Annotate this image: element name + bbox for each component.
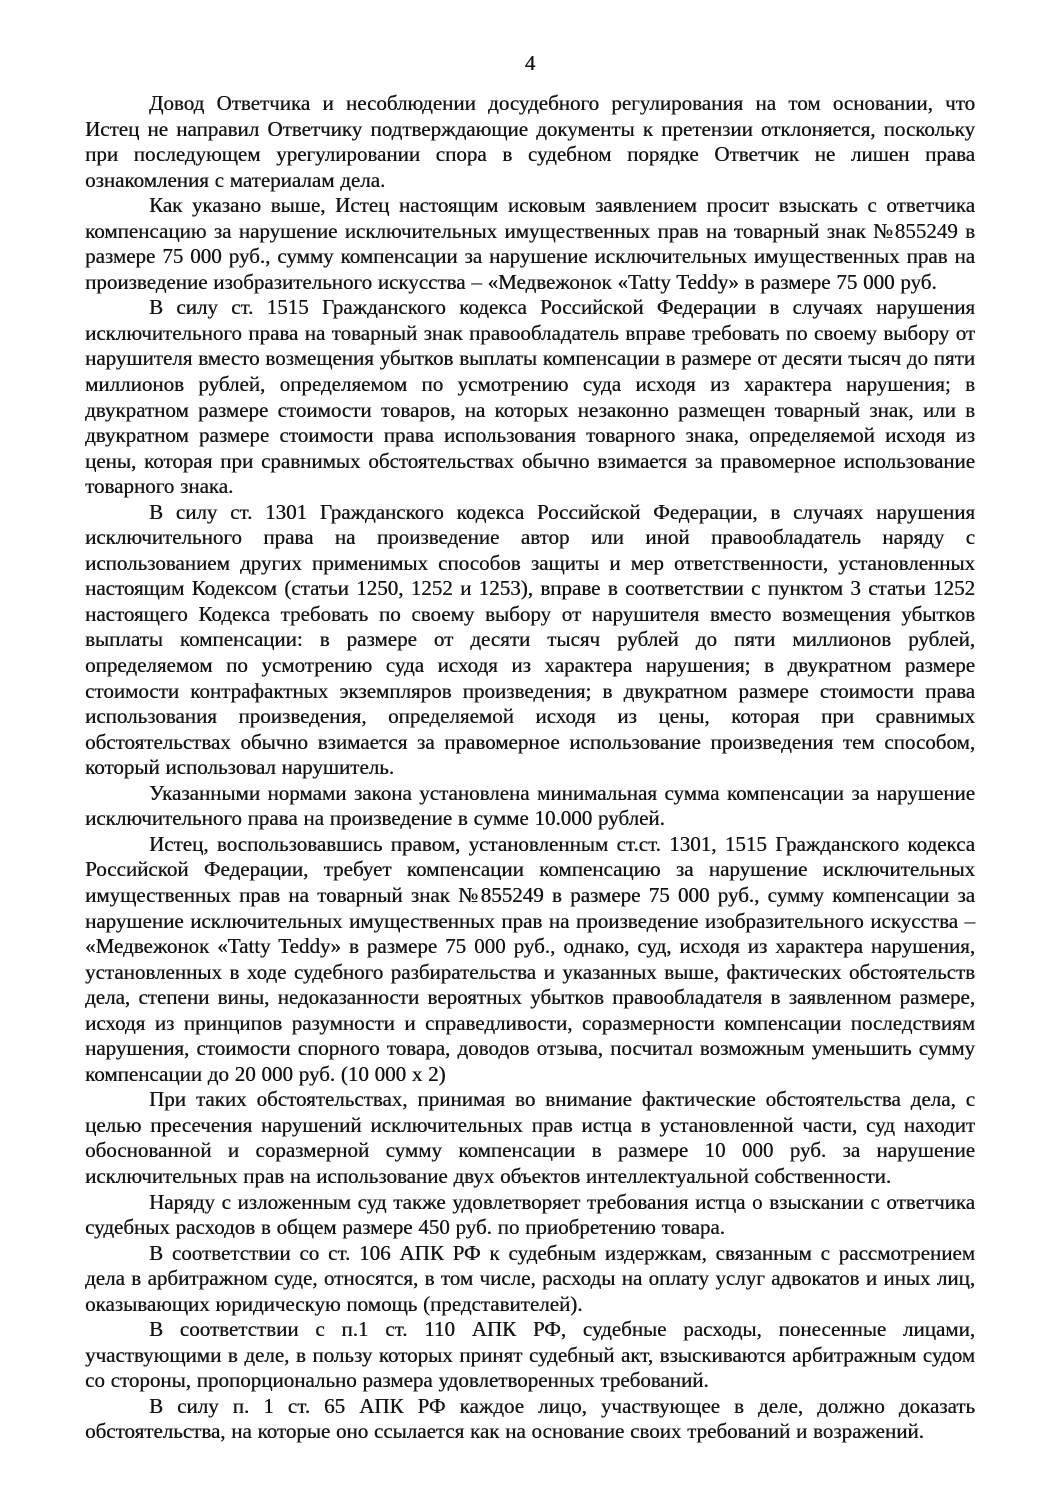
- paragraph-st-65-apk-rf: В силу п. 1 ст. 65 АПК РФ каждое лицо, участвующее в деле, должно доказать обстоятельства, на которые оно ссылается как на основание своих требований и возражений.: [85, 1393, 975, 1444]
- paragraph-st-110-apk-rf: В соответствии с п.1 ст. 110 АПК РФ, судебные расходы, понесенные лицами, участвующими в деле, в пользу которых принят судебный акт, взыскиваются арбитражным судом со стороны, пропорционально размера удовлетворенных требований.: [85, 1317, 975, 1393]
- paragraph-st-1301-gk-rf: В силу ст. 1301 Гражданского кодекса Российской Федерации, в случаях нарушения исключительного права на произведение автор или иной правообладатель наряду с использованием других применимых способов защиты и мер ответственности, установленных настоящим Кодексом (статьи 1250, 1252 и 1253), вправе в соответствии с пунктом 3 статьи 1252 настоящего Кодекса требовать по своему выбору от нарушителя вместо возмещения убытков выплаты компенсации: в размере от десяти тысяч рублей до пяти миллионов рублей, определяемом по усмотрению суда исходя из характера нарушения; в двукратном размере стоимости контрафактных экземпляров произведения; в двукратном размере стоимости права использования произведения, определяемой исходя из цены, которая при сравнимых обстоятельствах обычно взимается за правомерное использование произведения тем способом, который использовал нарушитель.: [85, 499, 975, 780]
- paragraph-minimalnaya-summa: Указанными нормами закона установлена минимальная сумма компенсации за нарушение исключительного права на произведение в сумме 10.000 рублей.: [85, 780, 975, 831]
- paragraph-st-106-apk-rf: В соответствии со ст. 106 АПК РФ к судебным издержкам, связанным с рассмотрением дела в арбитражном суде, относятся, в том числе, расходы на оплату услуг адвокатов и иных лиц, оказывающих юридическую помощь (представителей).: [85, 1240, 975, 1316]
- paragraph-istec-vospolzovavshis: Истец, воспользовавшись правом, установленным ст.ст. 1301, 1515 Гражданского кодекса Российской Федерации, требует компенсации компенсацию за нарушение исключительных имущественных прав на товарный знак №855249 в размере 75 000 руб., сумму компенсации за нарушение исключительных имущественных прав на произведение изобразительного искусства – «Медвежонок «Tatty Teddy» в размере 75 000 руб., однако, суд, исходя из характера нарушения, установленных в ходе судебного разбирательства и указанных выше, фактических обстоятельств дела, степени вины, недоказанности вероятных убытков правообладателя в заявленном размере, исходя из принципов разумности и справедливости, соразмерности компенсации последствиям нарушения, стоимости спорного товара, доводов отзыва, посчитал возможным уменьшить сумму компенсации до 20 000 руб. (10 000 х 2): [85, 831, 975, 1086]
- paragraph-pri-takih-obstoyatelstvah: При таких обстоятельствах, принимая во внимание фактические обстоятельства дела, с целью пресечения нарушений исключительных прав истца в установленной части, суд находит обоснованной и соразмерной сумму компенсации в размере 10 000 руб. за нарушение исключительных прав на использование двух объектов интеллектуальной собственности.: [85, 1087, 975, 1188]
- paragraph-dovod-otvetchika: Довод Ответчика и несоблюдении досудебного регулирования на том основании, что Истец не направил Ответчику подтверждающие документы к претензии отклоняется, поскольку при последующем урегулировании спора в судебном порядке Ответчик не лишен права ознакомления с материалам дела.: [85, 91, 975, 192]
- paragraph-st-1515-gk-rf: В силу ст. 1515 Гражданского кодекса Российской Федерации в случаях нарушения исключительного права на товарный знак правообладатель вправе требовать по своему выбору от нарушителя вместо возмещения убытков выплаты компенсации в размере от десяти тысяч до пяти миллионов рублей, определяемом по усмотрению суда исходя из характера нарушения; в двукратном размере стоимости товаров, на которых незаконно размещен товарный знак, или в двукратном размере стоимости права использования товарного знака, определяемой исходя из цены, которая при сравнимых обстоятельствах обычно взимается за правомерное использование товарного знака.: [85, 295, 975, 499]
- document-body: [85, 91, 975, 1445]
- page-number: 4: [524, 51, 536, 75]
- paragraph-naryadu-s-izlozhennym: Наряду с изложенным суд также удовлетворяет требования истца о взыскании с ответчика судебных расходов в общем размере 450 руб. по приобретению товара.: [85, 1189, 975, 1240]
- paragraph-kak-ukazano-vyshe: Как указано выше, Истец настоящим исковым заявлением просит взыскать с ответчика компенсацию за нарушение исключительных имущественных прав на товарный знак №855249 в размере 75 000 руб., сумму компенсации за нарушение исключительных имущественных прав на произведение изобразительного искусства – «Медвежонок «Tatty Teddy» в размере 75 000 руб.: [85, 193, 975, 294]
